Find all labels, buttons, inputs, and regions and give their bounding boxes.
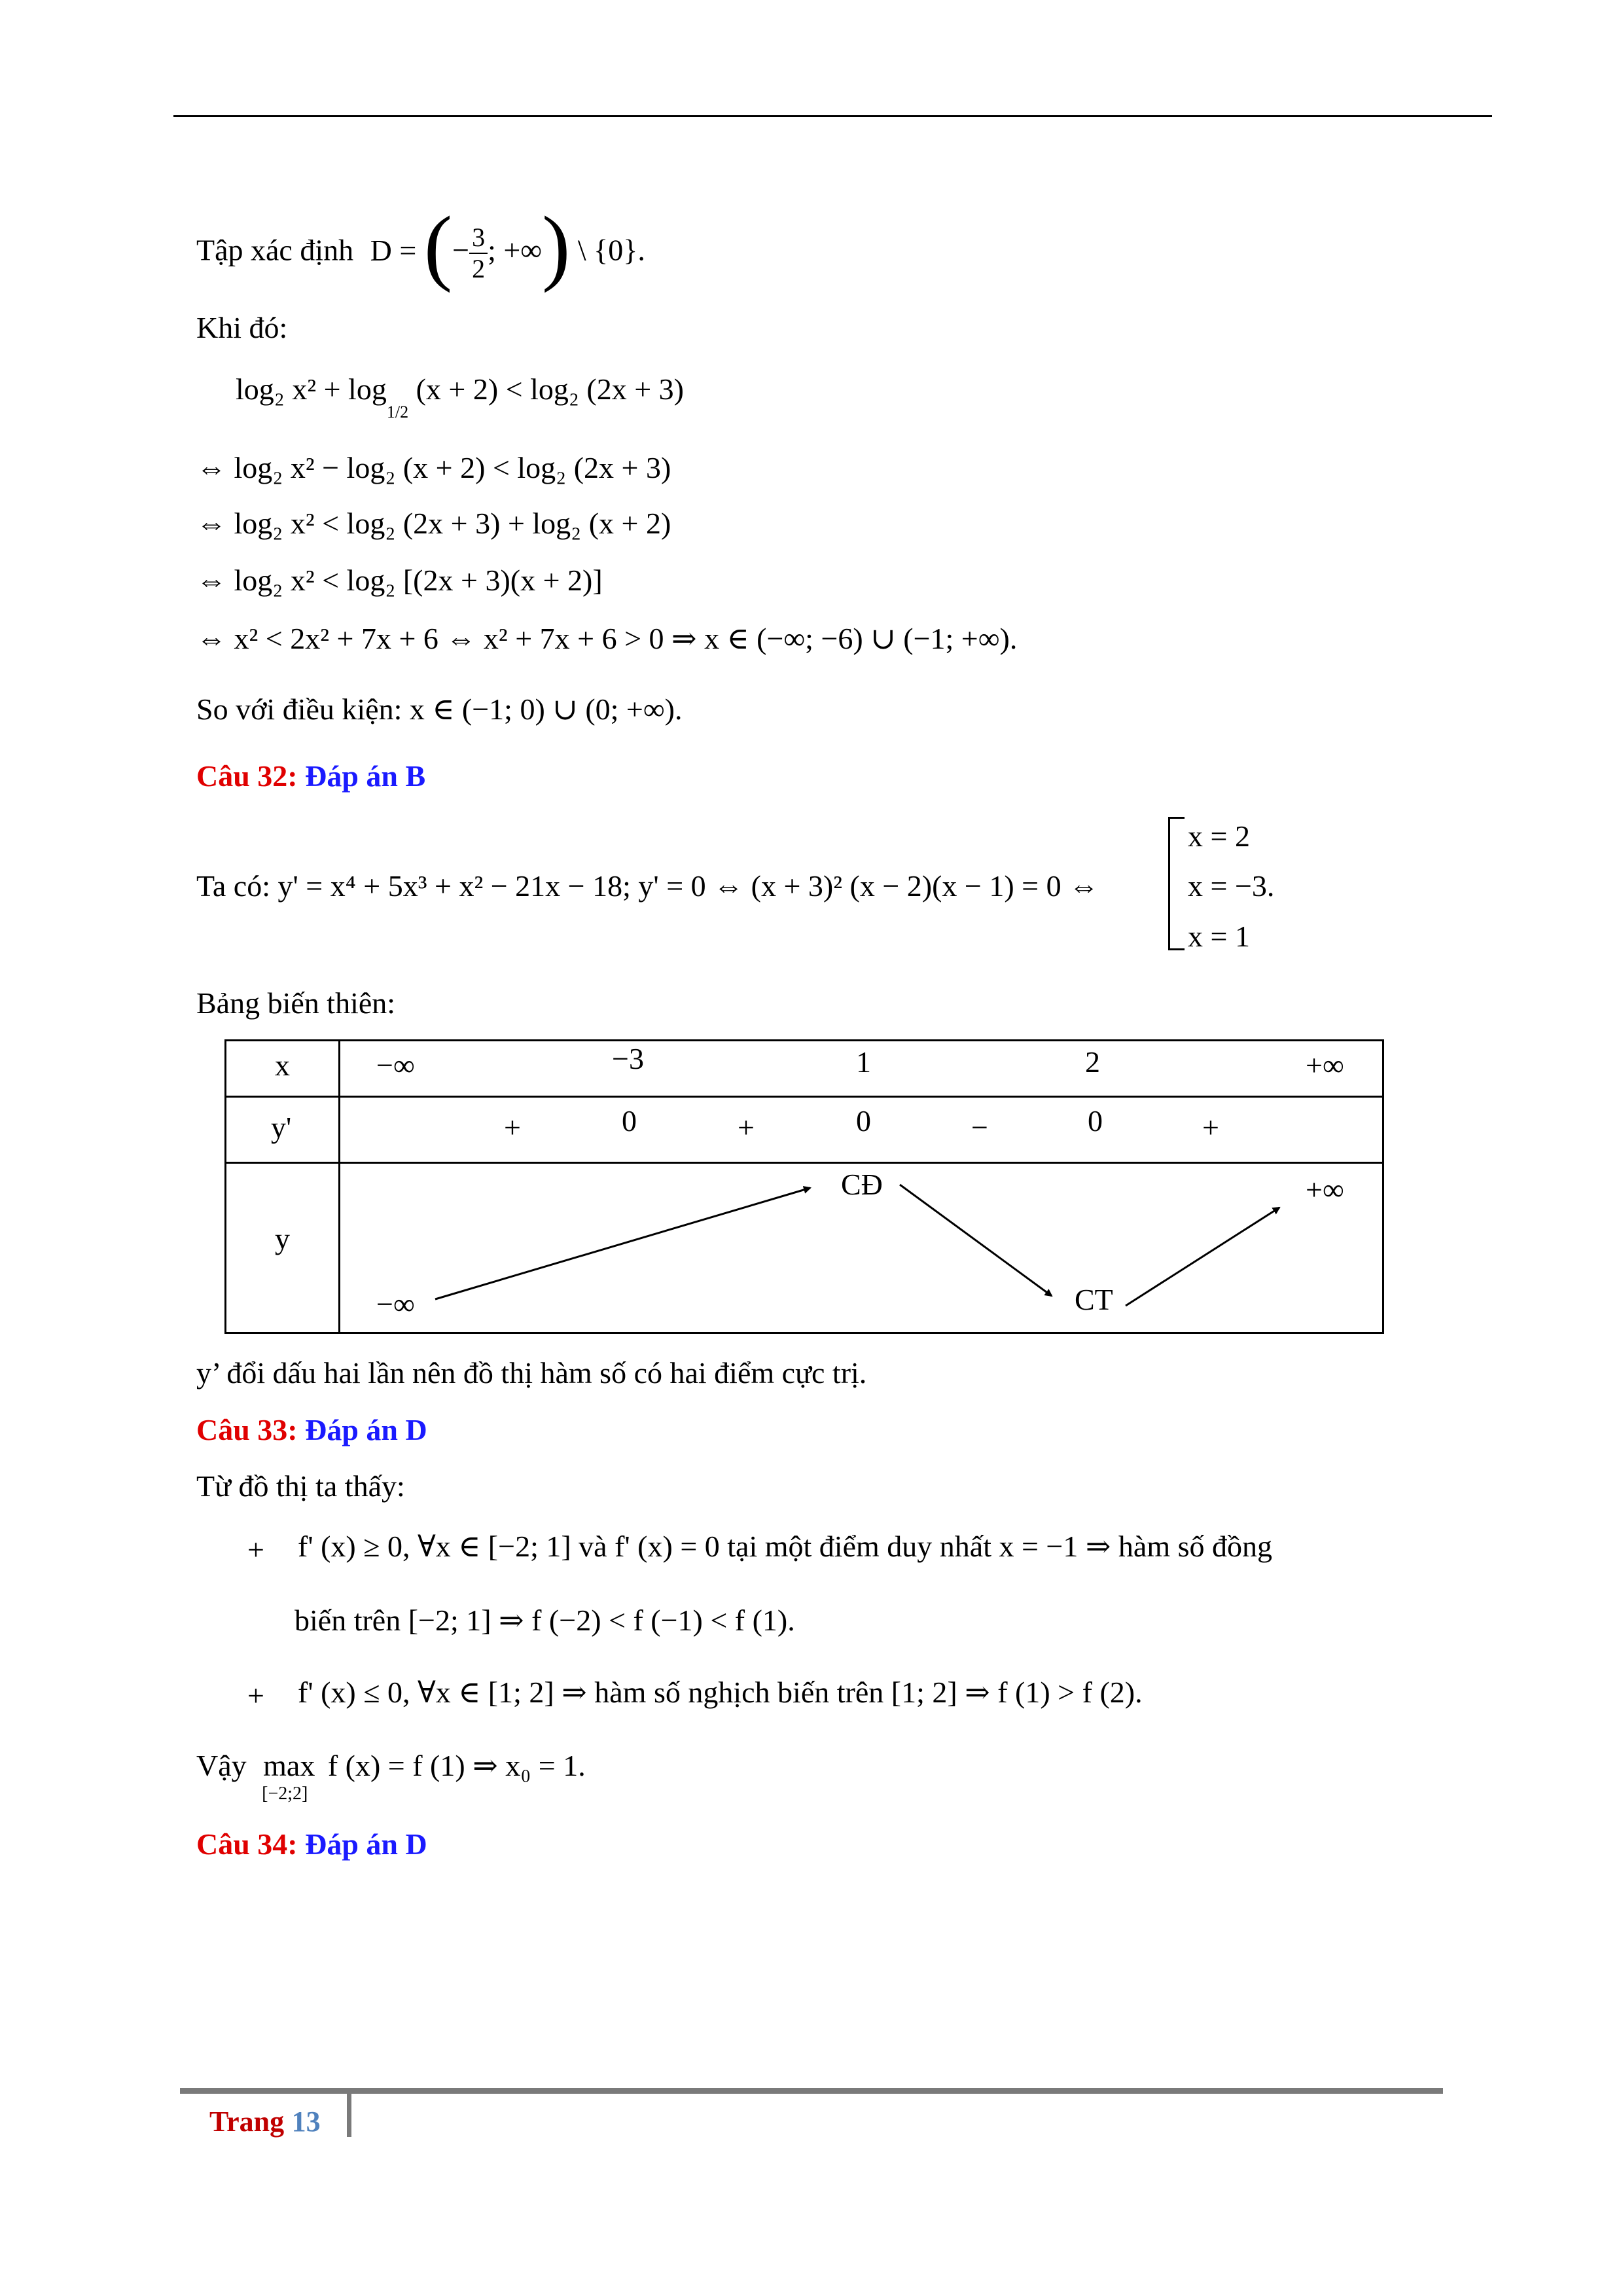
question-34-heading: Câu 34: Đáp án D xyxy=(196,1827,427,1861)
row-label-yprime: y' xyxy=(271,1111,292,1144)
y-max-label: CĐ xyxy=(841,1168,883,1201)
system-root-1: x = 2 xyxy=(1188,819,1250,853)
x-value: +∞ xyxy=(1306,1049,1344,1082)
domain-line: Tập xác định D = (− $\frac{3}{2}$ ; +∞) \ {0}. xyxy=(196,199,645,294)
bullet-mark: + xyxy=(247,1679,264,1712)
equation-line-5: ⇔ x² < 2x² + 7x + 6 ⇔ x² + 7x + 6 > 0 ⇒ x ∈ (−∞; −6) ∪ (−1; +∞). xyxy=(196,622,1018,655)
arrow-decreasing xyxy=(900,1185,1052,1296)
x-value: 1 xyxy=(856,1045,871,1079)
row-label-y: y xyxy=(275,1222,290,1255)
system-root-2: x = −3. xyxy=(1188,869,1275,903)
bullet-mark: + xyxy=(247,1533,264,1566)
equation-line-4: ⇔ log₂ x² < log₂ [(2x + 3)(x + 2)] xyxy=(196,564,603,597)
row-label-x: x xyxy=(275,1049,290,1082)
yprime-sign: + xyxy=(1202,1111,1219,1144)
question-32-heading: Câu 32: Đáp án B xyxy=(196,759,426,793)
bullet-1-line-2: biến trên [−2; 1] ⇒ f (−2) < f (−1) < f (1). xyxy=(294,1604,795,1637)
yprime-zero: 0 xyxy=(622,1104,637,1138)
yprime-sign: + xyxy=(738,1111,755,1144)
footer-rule xyxy=(180,2088,1443,2094)
footer-divider xyxy=(347,2090,351,2137)
arrow-increasing-1 xyxy=(435,1188,810,1299)
khi-do: Khi đó: xyxy=(196,311,288,344)
condition-line: So với điều kiện: x ∈ (−1; 0) ∪ (0; +∞). xyxy=(196,692,683,726)
x-value: 2 xyxy=(1085,1045,1100,1079)
y-minus-infinity: −∞ xyxy=(376,1287,415,1321)
arrow-increasing-2 xyxy=(1126,1208,1279,1306)
x-value: −∞ xyxy=(376,1049,415,1082)
page-number: Trang 13 xyxy=(209,2106,321,2138)
y-min-label: CT xyxy=(1075,1283,1113,1316)
tu-do-thi: Từ đồ thị ta thấy: xyxy=(196,1469,405,1503)
x-value: −3 xyxy=(612,1042,644,1075)
yprime-zero: 0 xyxy=(856,1104,871,1138)
equation-line-3: ⇔ log₂ x² < log₂ (2x + 3) + log₂ (x + 2) xyxy=(196,507,671,540)
derivative-line: Ta có: y' = x⁴ + 5x³ + x² − 21x − 18; y' = 0 ⇔ (x + 3)² (x − 2)(x − 1) = 0 ⇔ xyxy=(196,869,1099,903)
yprime-zero: 0 xyxy=(1088,1104,1103,1138)
equation-line-1: log₂ $x^2 + \log_{1/2} (x + 2) < \log_2$ (2x + 3) xyxy=(236,372,684,422)
question-33-heading: Câu 33: Đáp án D xyxy=(196,1413,427,1446)
max-conclusion: Vậy max [−2;2] f (x) = f (1) ⇒ x₀ = 1. xyxy=(196,1749,586,1804)
y-plus-infinity: +∞ xyxy=(1306,1173,1344,1206)
system-root-3: x = 1 xyxy=(1188,920,1250,953)
conclusion-32: y’ đổi dấu hai lần nên đồ thị hàm số có hai điểm cực trị. xyxy=(196,1356,867,1390)
fraction-3-2: $\frac{3}{2}$ xyxy=(469,223,488,284)
bullet-2: f' (x) ≤ 0, ∀x ∈ [1; 2] ⇒ hàm số nghịch biến trên [1; 2] ⇒ f (1) > f (2). xyxy=(298,1676,1143,1709)
equation-line-2: ⇔ log₂ x² − log₂ (x + 2) < log₂ (2x + 3) xyxy=(196,451,671,484)
bullet-1-line-1: f' (x) ≥ 0, ∀x ∈ [−2; 1] và f' (x) = 0 tại một điểm duy nhất x = −1 ⇒ hàm số đồng xyxy=(298,1530,1273,1563)
yprime-sign: − xyxy=(971,1111,988,1144)
yprime-sign: + xyxy=(504,1111,521,1144)
variation-table-title: Bảng biến thiên: xyxy=(196,986,396,1020)
